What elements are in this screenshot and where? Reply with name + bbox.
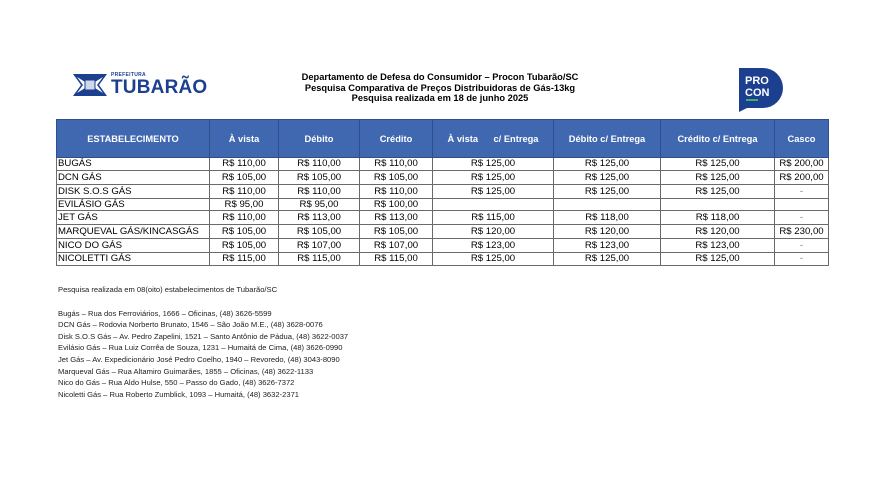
price-cell: R$ 100,00 <box>360 198 433 211</box>
address-line: Disk S.O.S Gás – Av. Pedro Zapelini, 1521 – Santo Antônio de Pádua, (48) 3622-0037 <box>58 331 349 341</box>
address-line: Nico do Gás – Rua Aldo Hulse, 550 – Passo do Gado, (48) 3626-7372 <box>58 378 295 388</box>
table-row <box>57 239 829 253</box>
col-header-cash: À vista <box>210 120 279 158</box>
price-cell: R$ 105,00 <box>360 225 433 239</box>
header-department: Departamento de Defesa do Consumidor – Procon Tubarão/SC <box>301 72 579 82</box>
address-line: Marqueval Gás – Rua Altamiro Guimarães, 1855 – Oficinas, (48) 3622-1133 <box>58 366 314 376</box>
survey-summary: Pesquisa realizada em 08(oito) estabelecimentos de Tubarão/SC <box>58 285 278 294</box>
col-header-establishment: ESTABELECIMENTO <box>57 120 210 158</box>
price-cell: R$ 123,00 <box>433 239 554 253</box>
price-cell: R$ 120,00 <box>433 225 554 239</box>
price-cell: R$ 105,00 <box>210 239 279 253</box>
price-cell: R$ 110,00 <box>279 158 360 171</box>
logo-small-text: PREFEITURA <box>111 72 146 78</box>
price-cell: R$ 125,00 <box>433 184 554 198</box>
document-header <box>270 72 610 104</box>
table-row <box>57 170 829 184</box>
price-cell: R$ 125,00 <box>554 184 661 198</box>
price-cell: R$ 95,00 <box>210 198 279 211</box>
notes-section <box>58 284 348 400</box>
price-cell: R$ 125,00 <box>661 253 775 266</box>
price-cell: R$ 120,00 <box>661 225 775 239</box>
establishment-name-cell: BUGÁS <box>57 158 210 171</box>
price-cell: R$ 110,00 <box>210 211 279 225</box>
price-cell: R$ 115,00 <box>210 253 279 266</box>
table-header-row <box>57 120 829 158</box>
col-header-credit-delivery: Crédito c/ Entrega <box>661 120 775 158</box>
header-title: Pesquisa Comparativa de Preços Distribuidoras de Gás-13kg <box>304 82 576 93</box>
price-cell: R$ 200,00 <box>775 158 829 171</box>
establishment-name-cell: EVILÁSIO GÁS <box>57 198 210 211</box>
logo-big-text: TUBARÃO <box>111 77 208 98</box>
price-cell: R$ 125,00 <box>554 253 661 266</box>
col-header-credit: Crédito <box>360 120 433 158</box>
price-cell: R$ 115,00 <box>433 211 554 225</box>
price-cell: R$ 115,00 <box>279 253 360 266</box>
procon-logo <box>737 66 785 112</box>
price-cell: R$ 105,00 <box>279 170 360 184</box>
address-line: Evilásio Gás – Rua Luiz Corrêa de Souza, 1231 – Humaitá de Cima, (48) 3626-0990 <box>58 343 343 353</box>
table-row <box>57 184 829 198</box>
price-cell: R$ 125,00 <box>433 158 554 171</box>
address-line: DCN Gás – Rodovia Norberto Brunato, 1546 – São João M.E., (48) 3628-0076 <box>58 320 323 330</box>
procon-line2: CON <box>745 87 770 99</box>
price-cell: R$ 105,00 <box>279 225 360 239</box>
header-date: Pesquisa realizada em 18 de junho 2025 <box>351 93 529 103</box>
table-row <box>57 211 829 225</box>
establishment-name-cell: NICO DO GÁS <box>57 239 210 253</box>
establishment-name-cell: MARQUEVAL GÁS/KINCASGÁS <box>57 225 210 239</box>
price-cell <box>775 198 829 211</box>
table-row <box>57 225 829 239</box>
address-list <box>58 308 348 401</box>
price-cell: - <box>775 239 829 253</box>
establishment-name-cell: NICOLETTI GÁS <box>57 253 210 266</box>
establishment-name-cell: JET GÁS <box>57 211 210 225</box>
price-cell: R$ 107,00 <box>279 239 360 253</box>
col-header-debit-delivery: Débito c/ Entrega <box>554 120 661 158</box>
table-row <box>57 253 829 266</box>
price-cell <box>554 198 661 211</box>
price-cell: R$ 110,00 <box>210 184 279 198</box>
price-cell: R$ 125,00 <box>554 158 661 171</box>
establishment-name-cell: DCN GÁS <box>57 170 210 184</box>
col-header-debit: Débito <box>279 120 360 158</box>
table-row <box>57 158 829 171</box>
price-cell: R$ 107,00 <box>360 239 433 253</box>
price-cell: - <box>775 253 829 266</box>
price-cell: R$ 110,00 <box>210 158 279 171</box>
col-header-cash-delivery: À vista c/ Entrega <box>433 120 554 158</box>
price-cell: R$ 113,00 <box>360 211 433 225</box>
price-cell: R$ 105,00 <box>210 170 279 184</box>
price-cell: R$ 110,00 <box>360 184 433 198</box>
procon-line1: PRO <box>745 75 769 87</box>
establishment-name-cell: DISK S.O.S GÁS <box>57 184 210 198</box>
price-cell: R$ 118,00 <box>554 211 661 225</box>
price-cell: R$ 110,00 <box>360 158 433 171</box>
address-line: Jet Gás – Av. Expedicionário José Pedro Coelho, 1940 – Revoredo, (48) 3043-8090 <box>58 354 340 364</box>
price-cell: R$ 123,00 <box>554 239 661 253</box>
price-cell: - <box>775 211 829 225</box>
price-cell <box>661 198 775 211</box>
price-cell: R$ 105,00 <box>210 225 279 239</box>
price-cell: R$ 125,00 <box>661 170 775 184</box>
price-cell: R$ 125,00 <box>661 158 775 171</box>
price-cell: R$ 125,00 <box>661 184 775 198</box>
price-cell: R$ 110,00 <box>279 184 360 198</box>
price-cell: R$ 120,00 <box>554 225 661 239</box>
price-cell: R$ 123,00 <box>661 239 775 253</box>
price-cell: R$ 95,00 <box>279 198 360 211</box>
price-cell: R$ 105,00 <box>360 170 433 184</box>
price-cell: R$ 125,00 <box>433 170 554 184</box>
price-cell: R$ 118,00 <box>661 211 775 225</box>
price-cell: R$ 200,00 <box>775 170 829 184</box>
col-header-casco: Casco <box>775 120 829 158</box>
price-cell <box>433 198 554 211</box>
address-line: Bugás – Rua dos Ferroviários, 1666 – Oficinas, (48) 3626-5599 <box>58 308 272 318</box>
price-cell: R$ 113,00 <box>279 211 360 225</box>
price-cell: R$ 125,00 <box>433 253 554 266</box>
address-line: Nicoletti Gás – Rua Roberto Zumblick, 1093 – Humaitá, (48) 3632-2371 <box>58 389 300 399</box>
prefeitura-tubarao-logo <box>73 72 208 98</box>
price-cell: - <box>775 184 829 198</box>
price-cell: R$ 125,00 <box>554 170 661 184</box>
price-cell: R$ 230,00 <box>775 225 829 239</box>
table-row <box>57 198 829 211</box>
tubarao-emblem-icon <box>73 74 107 96</box>
price-cell: R$ 115,00 <box>360 253 433 266</box>
price-comparison-table <box>56 119 829 266</box>
